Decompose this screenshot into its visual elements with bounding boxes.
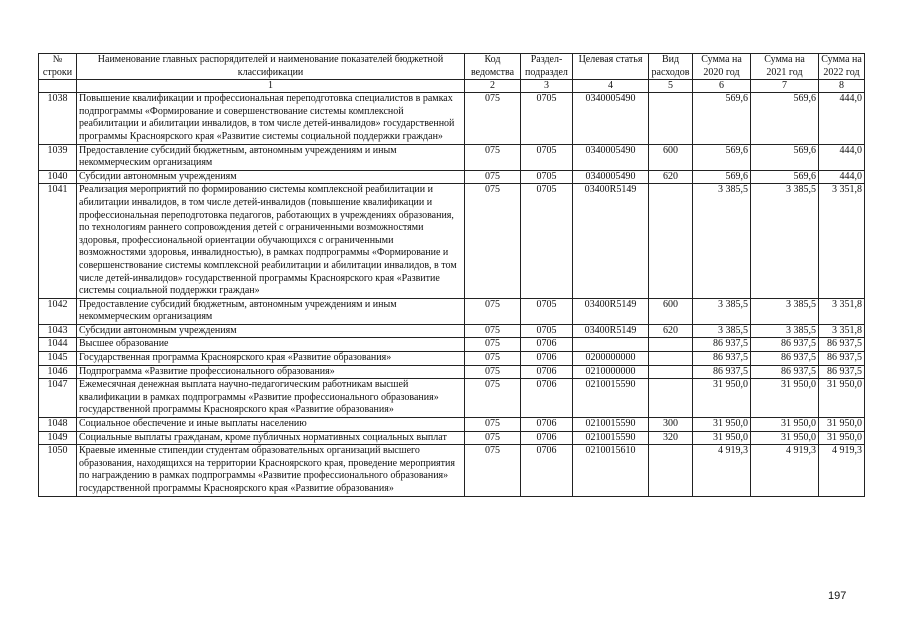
row-name: Государственная программа Красноярского края «Развитие образования»	[77, 352, 465, 366]
row-expense-type	[649, 365, 693, 379]
row-sum-2022: 444,0	[819, 170, 865, 184]
row-section: 0705	[521, 144, 573, 170]
table-row	[39, 144, 865, 170]
header-sum-2021: Сумма на 2021 год	[751, 54, 819, 80]
row-sum-2021: 3 385,5	[751, 298, 819, 324]
row-name: Субсидии автономным учреждениям	[77, 324, 465, 338]
row-expense-type: 320	[649, 431, 693, 445]
row-dept-code: 075	[465, 93, 521, 144]
row-sum-2020: 3 385,5	[693, 324, 751, 338]
column-number: 1	[77, 80, 465, 93]
row-name: Социальные выплаты гражданам, кроме публичных нормативных социальных выплат	[77, 431, 465, 445]
row-target: 03400R5149	[573, 324, 649, 338]
row-sum-2020: 569,6	[693, 144, 751, 170]
row-number: 1044	[39, 338, 77, 352]
table-row	[39, 418, 865, 432]
table-row	[39, 338, 865, 352]
row-name: Повышение квалификации и профессиональная переподготовка специалистов в рамках подпрограммы «Формирование и совершенствование системы комплексной реабилитации и абилитации инвалидов, в том числе детей-инвалидов» государственной программы Красноярского края «Развитие системы социальной поддержки граждан»	[77, 93, 465, 144]
row-sum-2021: 569,6	[751, 93, 819, 144]
row-dept-code: 075	[465, 365, 521, 379]
row-name: Социальное обеспечение и иные выплаты населению	[77, 418, 465, 432]
row-number: 1038	[39, 93, 77, 144]
row-sum-2020: 31 950,0	[693, 431, 751, 445]
row-target: 0340005490	[573, 93, 649, 144]
row-section: 0706	[521, 365, 573, 379]
row-expense-type	[649, 184, 693, 298]
row-sum-2022: 86 937,5	[819, 352, 865, 366]
table-row	[39, 184, 865, 298]
row-target: 03400R5149	[573, 298, 649, 324]
column-number: 6	[693, 80, 751, 93]
row-target: 0210015590	[573, 379, 649, 418]
table-row	[39, 170, 865, 184]
row-sum-2022: 3 351,8	[819, 298, 865, 324]
row-sum-2021: 4 919,3	[751, 445, 819, 496]
header-dept-code: Код ведомства	[465, 54, 521, 80]
row-name: Высшее образование	[77, 338, 465, 352]
row-number: 1040	[39, 170, 77, 184]
row-sum-2022: 444,0	[819, 93, 865, 144]
row-sum-2022: 31 950,0	[819, 431, 865, 445]
row-section: 0705	[521, 184, 573, 298]
row-sum-2022: 86 937,5	[819, 365, 865, 379]
row-number: 1046	[39, 365, 77, 379]
row-sum-2021: 86 937,5	[751, 365, 819, 379]
table-row	[39, 352, 865, 366]
row-expense-type: 620	[649, 170, 693, 184]
row-number: 1049	[39, 431, 77, 445]
header-row	[39, 54, 865, 80]
page-number: 197	[828, 590, 847, 602]
row-sum-2021: 3 385,5	[751, 184, 819, 298]
row-expense-type	[649, 338, 693, 352]
row-expense-type	[649, 352, 693, 366]
header-section: Раздел-подраздел	[521, 54, 573, 80]
row-name: Субсидии автономным учреждениям	[77, 170, 465, 184]
header-sum-2022: Сумма на 2022 год	[819, 54, 865, 80]
row-name: Реализация мероприятий по формированию системы комплексной реабилитации и абилитации инвалидов, в том числе детей-инвалидов (повышение квалификации и профессиональная переподготовка педагогов, работающих в учреждениях образования, по технологиям раннего сопровождения детей с ограниченными возможностями здоровья, профессиональной ориентации обучающихся с ограниченными возможностями здоровья, инвалидностью), в рамках подпрограммы «Формирование и совершенствование системы комплексной реабилитации и абилитации инвалидов, в том числе детей-инвалидов» государственной программы Красноярского края «Развитие системы социальной поддержки граждан»	[77, 184, 465, 298]
row-number: 1039	[39, 144, 77, 170]
header-expense-type: Вид расходов	[649, 54, 693, 80]
row-expense-type	[649, 93, 693, 144]
column-number: 8	[819, 80, 865, 93]
row-sum-2020: 569,6	[693, 170, 751, 184]
row-section: 0705	[521, 324, 573, 338]
row-sum-2020: 3 385,5	[693, 184, 751, 298]
row-sum-2022: 31 950,0	[819, 418, 865, 432]
row-dept-code: 075	[465, 431, 521, 445]
row-number: 1048	[39, 418, 77, 432]
table-row	[39, 93, 865, 144]
row-dept-code: 075	[465, 352, 521, 366]
row-sum-2021: 3 385,5	[751, 324, 819, 338]
column-number: 4	[573, 80, 649, 93]
header-name: Наименование главных распорядителей и наименование показателей бюджетной классификации	[77, 54, 465, 80]
table-row	[39, 324, 865, 338]
row-target: 0210015610	[573, 445, 649, 496]
row-target: 0210000000	[573, 365, 649, 379]
row-expense-type	[649, 445, 693, 496]
row-section: 0705	[521, 93, 573, 144]
column-number: 5	[649, 80, 693, 93]
row-target: 0340005490	[573, 144, 649, 170]
table-body	[39, 93, 865, 496]
row-dept-code: 075	[465, 418, 521, 432]
header-target: Целевая статья	[573, 54, 649, 80]
row-sum-2022: 86 937,5	[819, 338, 865, 352]
row-sum-2020: 86 937,5	[693, 338, 751, 352]
row-dept-code: 075	[465, 298, 521, 324]
row-sum-2022: 3 351,8	[819, 324, 865, 338]
row-dept-code: 075	[465, 445, 521, 496]
row-target: 0340005490	[573, 170, 649, 184]
column-number: 3	[521, 80, 573, 93]
row-section: 0706	[521, 431, 573, 445]
row-target	[573, 338, 649, 352]
row-sum-2022: 4 919,3	[819, 445, 865, 496]
row-expense-type: 600	[649, 298, 693, 324]
row-expense-type	[649, 379, 693, 418]
row-sum-2020: 31 950,0	[693, 418, 751, 432]
row-expense-type: 600	[649, 144, 693, 170]
row-sum-2020: 86 937,5	[693, 352, 751, 366]
row-dept-code: 075	[465, 184, 521, 298]
row-dept-code: 075	[465, 170, 521, 184]
row-section: 0706	[521, 445, 573, 496]
budget-table	[38, 53, 865, 497]
row-sum-2020: 4 919,3	[693, 445, 751, 496]
row-sum-2020: 31 950,0	[693, 379, 751, 418]
row-target: 0210015590	[573, 431, 649, 445]
row-sum-2021: 31 950,0	[751, 431, 819, 445]
row-number: 1047	[39, 379, 77, 418]
row-number: 1043	[39, 324, 77, 338]
row-dept-code: 075	[465, 144, 521, 170]
row-number: 1050	[39, 445, 77, 496]
row-number: 1042	[39, 298, 77, 324]
table-row	[39, 365, 865, 379]
row-sum-2020: 86 937,5	[693, 365, 751, 379]
row-expense-type: 620	[649, 324, 693, 338]
row-sum-2022: 31 950,0	[819, 379, 865, 418]
row-name: Предоставление субсидий бюджетным, автономным учреждениям и иным некоммерческим организациям	[77, 144, 465, 170]
row-number: 1041	[39, 184, 77, 298]
row-section: 0706	[521, 418, 573, 432]
row-name: Предоставление субсидий бюджетным, автономным учреждениям и иным некоммерческим организациям	[77, 298, 465, 324]
row-sum-2021: 31 950,0	[751, 379, 819, 418]
row-sum-2022: 444,0	[819, 144, 865, 170]
row-name: Подпрограмма «Развитие профессионального образования»	[77, 365, 465, 379]
row-target: 0210015590	[573, 418, 649, 432]
row-target: 03400R5149	[573, 184, 649, 298]
table-row	[39, 379, 865, 418]
table-row	[39, 298, 865, 324]
row-sum-2021: 86 937,5	[751, 338, 819, 352]
row-sum-2021: 569,6	[751, 170, 819, 184]
row-target: 0200000000	[573, 352, 649, 366]
column-number-row	[39, 80, 865, 93]
row-expense-type: 300	[649, 418, 693, 432]
column-number: 2	[465, 80, 521, 93]
row-section: 0705	[521, 298, 573, 324]
row-dept-code: 075	[465, 324, 521, 338]
column-number: 7	[751, 80, 819, 93]
row-sum-2022: 3 351,8	[819, 184, 865, 298]
header-row-no: № строки	[39, 54, 77, 80]
row-name: Краевые именные стипендии студентам образовательных организаций высшего образования, находящихся на территории Красноярского края, проведение мероприятия по награждению в рамках подпрограммы «Развитие профессионального образования» государственной программы Красноярского края «Развитие образования»	[77, 445, 465, 496]
row-sum-2021: 31 950,0	[751, 418, 819, 432]
row-dept-code: 075	[465, 338, 521, 352]
row-section: 0706	[521, 338, 573, 352]
row-section: 0706	[521, 379, 573, 418]
row-sum-2020: 569,6	[693, 93, 751, 144]
row-sum-2020: 3 385,5	[693, 298, 751, 324]
row-sum-2021: 569,6	[751, 144, 819, 170]
row-dept-code: 075	[465, 379, 521, 418]
row-section: 0705	[521, 170, 573, 184]
table-row	[39, 431, 865, 445]
row-sum-2021: 86 937,5	[751, 352, 819, 366]
row-number: 1045	[39, 352, 77, 366]
row-name: Ежемесячная денежная выплата научно-педагогическим работникам высшей квалификации в рамках подпрограммы «Развитие профессионального образования» государственной программы Красноярского края «Развитие образования»	[77, 379, 465, 418]
row-section: 0706	[521, 352, 573, 366]
header-sum-2020: Сумма на 2020 год	[693, 54, 751, 80]
table-row	[39, 445, 865, 496]
